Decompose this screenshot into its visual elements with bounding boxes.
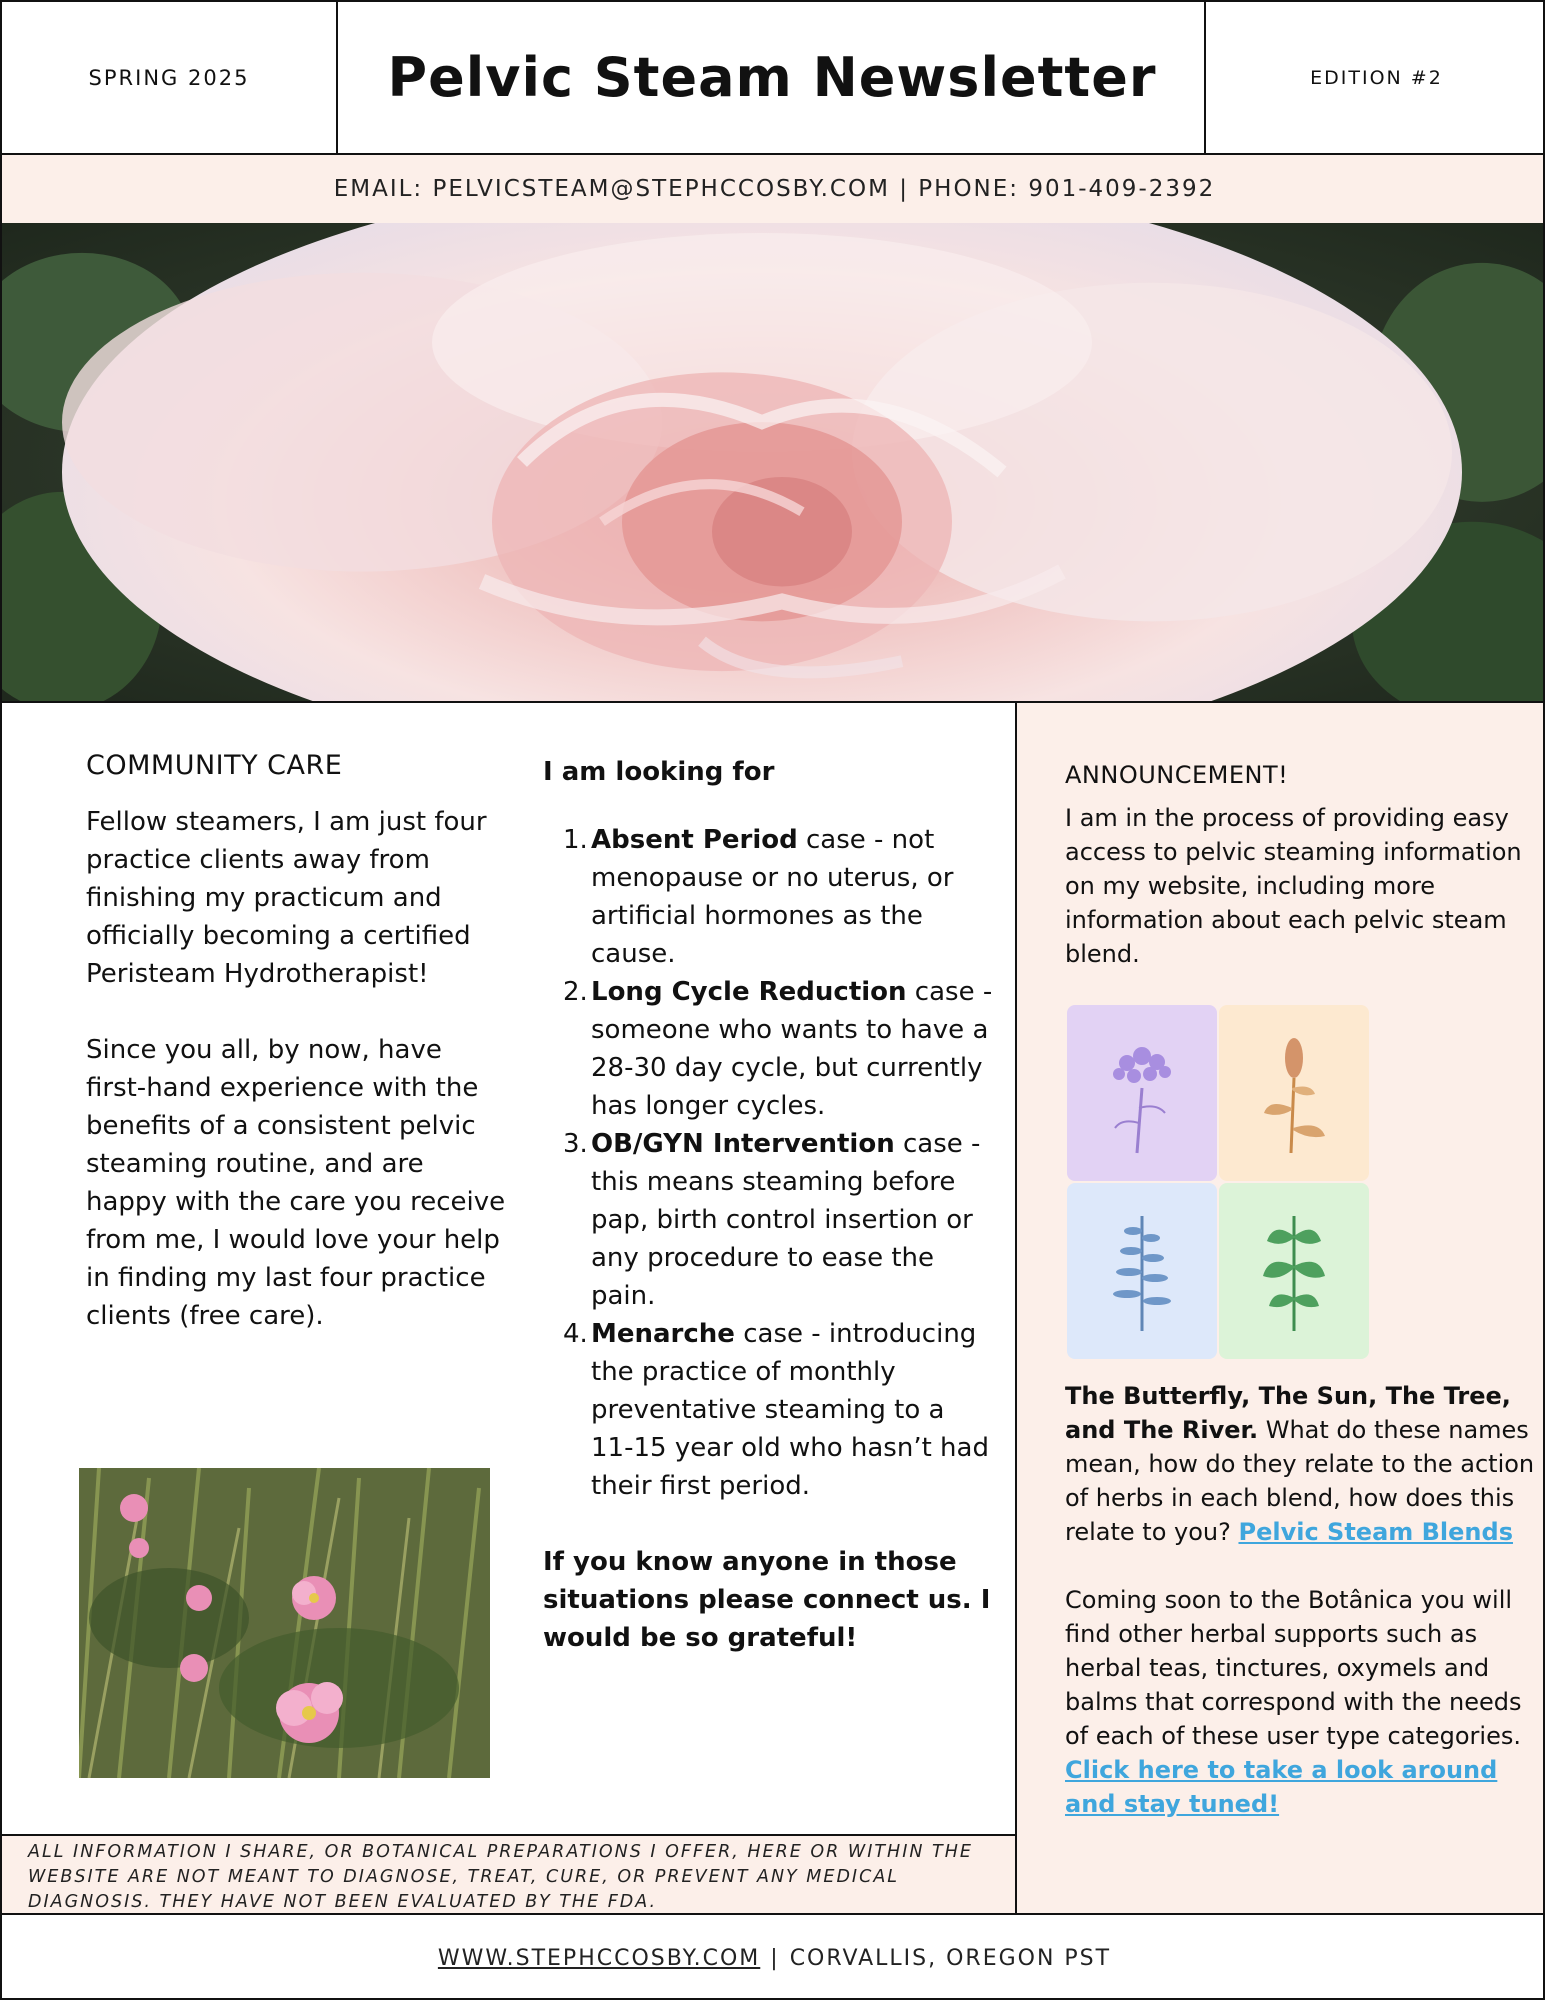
announcement-intro-block (1065, 761, 1525, 971)
fda-disclaimer (2, 1834, 1015, 1913)
list-item-text: case - this means steaming before pap, birth control insertion or any procedure to ease the pain. (591, 1129, 981, 1311)
contact-line: EMAIL: PELVICSTEAM@STEPHCCOSBY.COM | PHONE: 901-409-2392 (333, 176, 1216, 202)
list-item-number: 3. (563, 1129, 588, 1159)
blend-description: What do these names mean, how do they relate to the action of herbs in each blend, how does this relate to you? (1065, 1416, 1535, 1546)
newsletter-footer (2, 1913, 1545, 2000)
yarrow-icon (1087, 1028, 1197, 1158)
announcement-sidebar (1015, 703, 1545, 1913)
list-item-text: case - not menopause or no uterus, or artificial hormones as the cause. (591, 825, 954, 969)
wild-rose-illustration (79, 1468, 490, 1778)
blend-names: The Butterfly, The Sun, The Tree, and The River. (1065, 1382, 1511, 1444)
looking-for-heading: I am looking for (543, 757, 775, 787)
list-item-title: Long Cycle Reduction (591, 977, 907, 1007)
wild-rose-photo (79, 1468, 490, 1778)
looking-for-list (543, 821, 993, 1505)
coming-soon-text: Coming soon to the Botânica you will find other herbal supports such as herbal teas, tinctures, oxymels and balms that correspond with the needs of each of these user type categories. (1065, 1586, 1522, 1750)
list-item-number: 4. (563, 1319, 588, 1349)
list-item-title: Menarche (591, 1319, 735, 1349)
herb-blend-grid (1067, 1005, 1367, 1359)
pelvic-steam-blends-link[interactable]: Pelvic Steam Blends (1238, 1518, 1513, 1546)
list-item (543, 821, 993, 973)
list-item-text: case - someone who wants to have a 28-30 day cycle, but currently has longer cycles. (591, 977, 993, 1121)
sun-blend-tile (1219, 1005, 1369, 1181)
rose-illustration (2, 223, 1545, 701)
contact-bar (2, 155, 1545, 223)
community-care-section (86, 750, 506, 1335)
hero-rose-image (2, 223, 1545, 703)
list-item-title: Absent Period (591, 825, 798, 855)
footer-separator: | (770, 1946, 780, 1971)
list-item-number: 2. (563, 977, 588, 1007)
calendula-icon (1239, 1028, 1349, 1158)
list-item-text: case - introducing the practice of monthly preventative steaming to a 11-15 year old who hasn’t had their first period. (591, 1319, 989, 1501)
newsletter-title: Pelvic Steam Newsletter (387, 46, 1157, 109)
blends-and-botanica-text (1065, 1379, 1535, 1821)
river-blend-tile (1219, 1183, 1369, 1359)
disclaimer-text: ALL INFORMATION I SHARE, OR BOTANICAL PREPARATIONS I OFFER, HERE OR WITHIN THE WEBSITE ARE NOT MEANT TO DIAGNOSE, TREAT, CURE, OR PREVENT ANY MEDICAL DIAGNOSIS. THEY HAVE NOT BEEN EVALUATED BY THE FDA. (28, 1842, 973, 1912)
community-care-para-1: Fellow steamers, I am just four practice clients away from finishing my practicum and officially becoming a certified Peristeam Hydrotherapist! (86, 807, 487, 989)
list-item-title: OB/GYN Intervention (591, 1129, 895, 1159)
list-item (543, 1315, 993, 1505)
lavender-icon (1087, 1206, 1197, 1336)
list-item (543, 973, 993, 1125)
paragraph-gap (86, 993, 506, 1031)
paragraph-gap (1065, 1549, 1535, 1583)
footer-location: CORVALLIS, OREGON PST (789, 1946, 1112, 1971)
take-a-look-link[interactable]: Click here to take a look around and stay tuned! (1065, 1756, 1498, 1818)
newsletter-header (2, 2, 1545, 155)
website-link[interactable]: WWW.STEPHCCOSBY.COM (437, 1946, 761, 1971)
community-care-heading: COMMUNITY CARE (86, 750, 343, 781)
announcement-heading: ANNOUNCEMENT! (1065, 761, 1289, 789)
announcement-intro: I am in the process of providing easy access to pelvic steaming information on my website, including more information about each pelvic steam blend. (1065, 804, 1522, 968)
mint-icon (1239, 1206, 1349, 1336)
community-care-para-2: Since you all, by now, have first-hand experience with the benefits of a consistent pelvic steaming routine, and are happy with the care you receive from me, I would love your help in finding my last four practice clients (free care). (86, 1035, 506, 1331)
tree-blend-tile (1067, 1183, 1217, 1359)
community-care-body (86, 803, 506, 1335)
butterfly-blend-tile (1067, 1005, 1217, 1181)
season-label: SPRING 2025 (2, 2, 338, 153)
closing-request: If you know anyone in those situations please connect us. I would be so grateful! (543, 1547, 991, 1653)
list-item (543, 1125, 993, 1315)
looking-for-section (543, 757, 993, 1657)
list-item-number: 1. (563, 825, 588, 855)
edition-label: EDITION #2 (1204, 2, 1545, 153)
